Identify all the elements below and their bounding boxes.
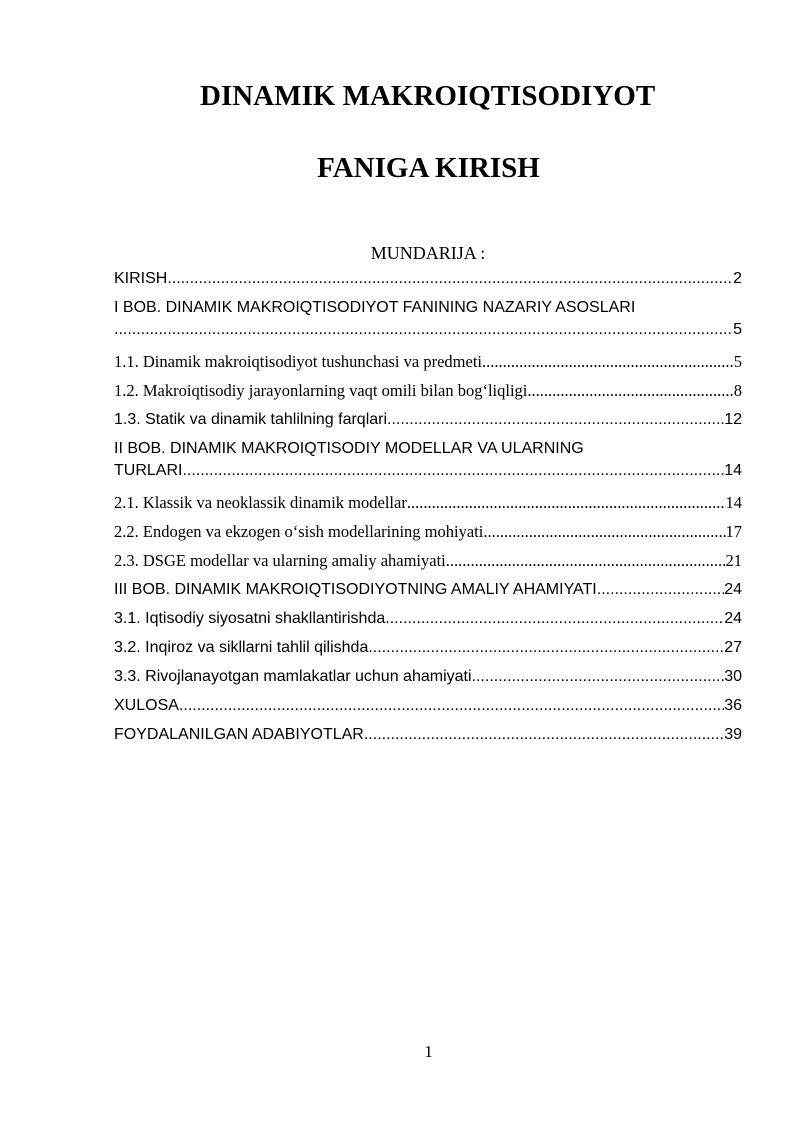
toc-entry-label: FOYDALANILGAN ADABIYOTLAR [114, 726, 364, 743]
toc-entry-xulosa[interactable] [114, 695, 742, 724]
toc-entry-page: 12 [724, 411, 742, 428]
toc-entry-label: KIRISH [114, 270, 168, 287]
toc-entry-1-1[interactable] [114, 351, 742, 380]
toc-entry-2-1[interactable] [114, 492, 742, 521]
toc-leader-dots [472, 666, 725, 688]
toc-entry-label: 2.1. Klassik va neoklassik dinamik modellar [114, 493, 407, 512]
table-of-contents [114, 268, 742, 753]
toc-leader-dots [114, 319, 733, 341]
toc-entry-page: 14 [725, 493, 742, 512]
toc-entry-label: 3.3. Rivojlanayotgan mamlakatlar uchun ahamiyati [114, 668, 472, 685]
toc-entry-label: 1.2. Makroiqtisodiy jarayonlarning vaqt omili bilan bog‘liqligi [114, 381, 528, 400]
toc-entry-3-2[interactable] [114, 637, 742, 666]
toc-entry-label: I BOB. DINAMIK MAKROIQTISODIYOT FANINING NAZARIY ASOSLARI [114, 299, 636, 316]
toc-entry-1-2[interactable] [114, 380, 742, 409]
toc-entry-page: 17 [725, 522, 742, 541]
toc-leader-dots [385, 608, 724, 630]
toc-leader-dots [407, 492, 726, 514]
toc-leader-dots [364, 724, 724, 746]
toc-entry-page: 5 [733, 352, 742, 371]
toc-entry-page: 8 [733, 381, 742, 400]
toc-leader-dots [597, 579, 724, 601]
page-number: 1 [424, 1042, 433, 1061]
toc-leader-dots [167, 268, 733, 290]
toc-entry-references[interactable] [114, 724, 742, 753]
toc-entry-label: 3.1. Iqtisodiy siyosatni shakllantirishda [114, 610, 386, 627]
toc-entry-label: III BOB. DINAMIK MAKROIQTISODIYOTNING AMALIY AHAMIYATI [114, 581, 597, 598]
toc-leader-dots [483, 521, 725, 543]
toc-leader-dots [527, 380, 733, 402]
toc-entry-page: 24 [724, 581, 742, 598]
toc-entry-page: 39 [724, 726, 742, 743]
toc-entry-label: 2.2. Endogen va ekzogen o‘sish modellarining mohiyati [114, 522, 484, 541]
toc-entry-1-3[interactable] [114, 409, 742, 438]
toc-entry-label-continued: TURLARI [114, 462, 183, 479]
toc-entry-3-1[interactable] [114, 608, 742, 637]
toc-heading: MUNDARIJA : [370, 243, 486, 263]
toc-entry-chapter-2[interactable] [114, 438, 742, 488]
toc-entry-label: II BOB. DINAMIK MAKROIQTISODIY MODELLAR VA ULARNING [114, 440, 584, 457]
toc-entry-page: 5 [733, 321, 742, 338]
toc-leader-dots [446, 550, 726, 572]
document-title-line2: FANIGA KIRISH [317, 152, 540, 184]
toc-entry-label: XULOSA [114, 697, 179, 714]
toc-entry-page: 2 [733, 270, 742, 287]
toc-entry-chapter-1[interactable] [114, 297, 742, 347]
toc-entry-page: 30 [724, 668, 742, 685]
toc-entry-label: 1.3. Statik va dinamik tahlilning farqlari [114, 411, 388, 428]
toc-entry-2-3[interactable] [114, 550, 742, 579]
toc-leader-dots [182, 460, 724, 482]
toc-entry-page: 24 [724, 610, 742, 627]
toc-leader-dots [368, 637, 724, 659]
toc-entry-3-3[interactable] [114, 666, 742, 695]
toc-leader-dots [387, 409, 724, 431]
toc-entry-kirish[interactable] [114, 268, 742, 297]
toc-entry-2-2[interactable] [114, 521, 742, 550]
document-title-line1: DINAMIK MAKROIQTISODIYOT [200, 80, 656, 112]
toc-entry-chapter-3[interactable] [114, 579, 742, 608]
toc-entry-label: 3.2. Inqiroz va sikllarni tahlil qilishda [114, 639, 369, 656]
toc-leader-dots [482, 351, 734, 373]
toc-entry-label: 2.3. DSGE modellar va ularning amaliy ahamiyati [114, 551, 446, 570]
toc-leader-dots [179, 695, 724, 717]
toc-entry-label: 1.1. Dinamik makroiqtisodiyot tushunchasi va predmeti [114, 352, 482, 371]
toc-entry-page: 36 [724, 697, 742, 714]
toc-entry-page: 21 [725, 551, 742, 570]
toc-entry-page: 14 [724, 462, 742, 479]
toc-entry-page: 27 [724, 639, 742, 656]
